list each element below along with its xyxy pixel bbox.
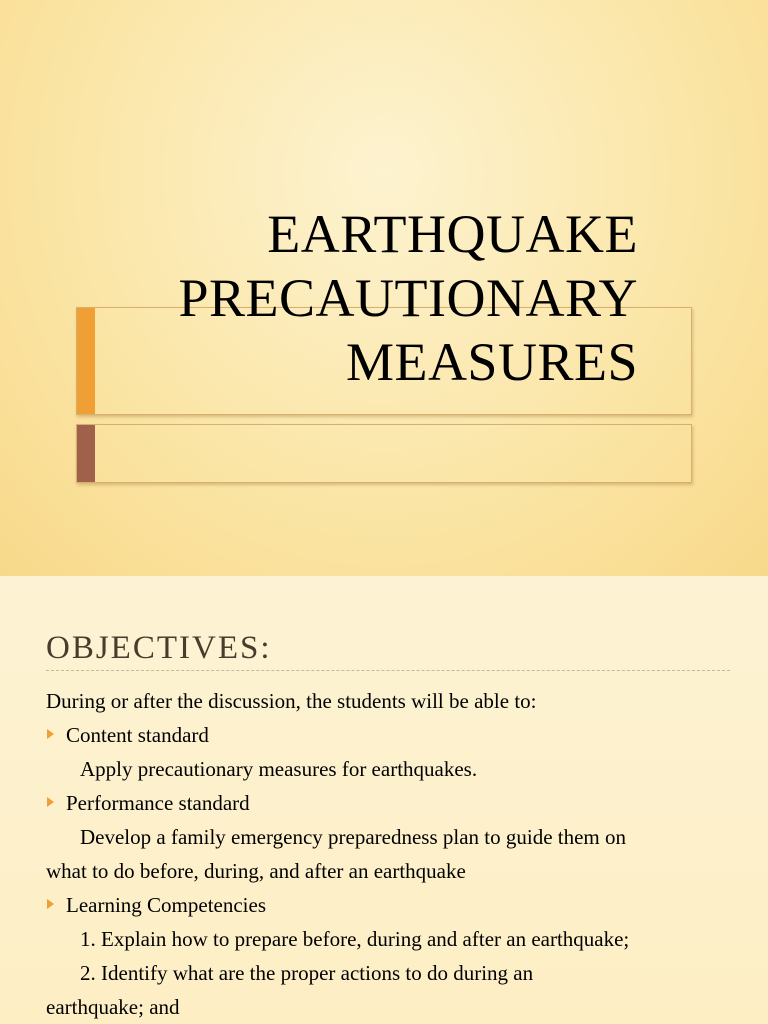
competency-2-line-2: earthquake; and bbox=[46, 995, 180, 1019]
competency-2-line-1: 2. Identify what are the proper actions to do during an bbox=[80, 961, 534, 985]
objectives-slide bbox=[0, 576, 768, 1024]
content-standard-label: Content standard bbox=[66, 723, 209, 747]
objectives-body bbox=[46, 684, 736, 1024]
performance-standard-text-line-2: what to do before, during, and after an earthquake bbox=[46, 859, 466, 883]
bullet-arrow-icon bbox=[47, 729, 54, 739]
bullet-content-standard bbox=[46, 718, 736, 752]
subtitle-placeholder-bar bbox=[76, 424, 692, 483]
title-line-3: MEASURES bbox=[345, 332, 638, 392]
bullet-performance-standard bbox=[46, 786, 736, 820]
performance-standard-text-line-1: Develop a family emergency preparedness plan to guide them on bbox=[80, 825, 627, 849]
title-line-2: PRECAUTIONARY bbox=[178, 268, 638, 328]
title-line-1: EARTHQUAKE bbox=[267, 204, 638, 264]
bullet-arrow-icon bbox=[47, 797, 54, 807]
competency-1: 1. Explain how to prepare before, during and after an earthquake; bbox=[80, 927, 630, 951]
slide-title bbox=[178, 202, 638, 394]
brown-accent-strip bbox=[77, 425, 95, 482]
learning-competencies-label: Learning Competencies bbox=[66, 893, 267, 917]
objectives-heading: OBJECTIVES: bbox=[46, 630, 272, 666]
heading-divider bbox=[46, 670, 730, 671]
bullet-learning-competencies bbox=[46, 888, 736, 922]
intro-text: During or after the discussion, the students will be able to: bbox=[46, 689, 537, 713]
performance-standard-label: Performance standard bbox=[66, 791, 250, 815]
bullet-arrow-icon bbox=[47, 899, 54, 909]
content-standard-text: Apply precautionary measures for earthquakes. bbox=[80, 757, 478, 781]
orange-accent-strip bbox=[77, 308, 95, 414]
